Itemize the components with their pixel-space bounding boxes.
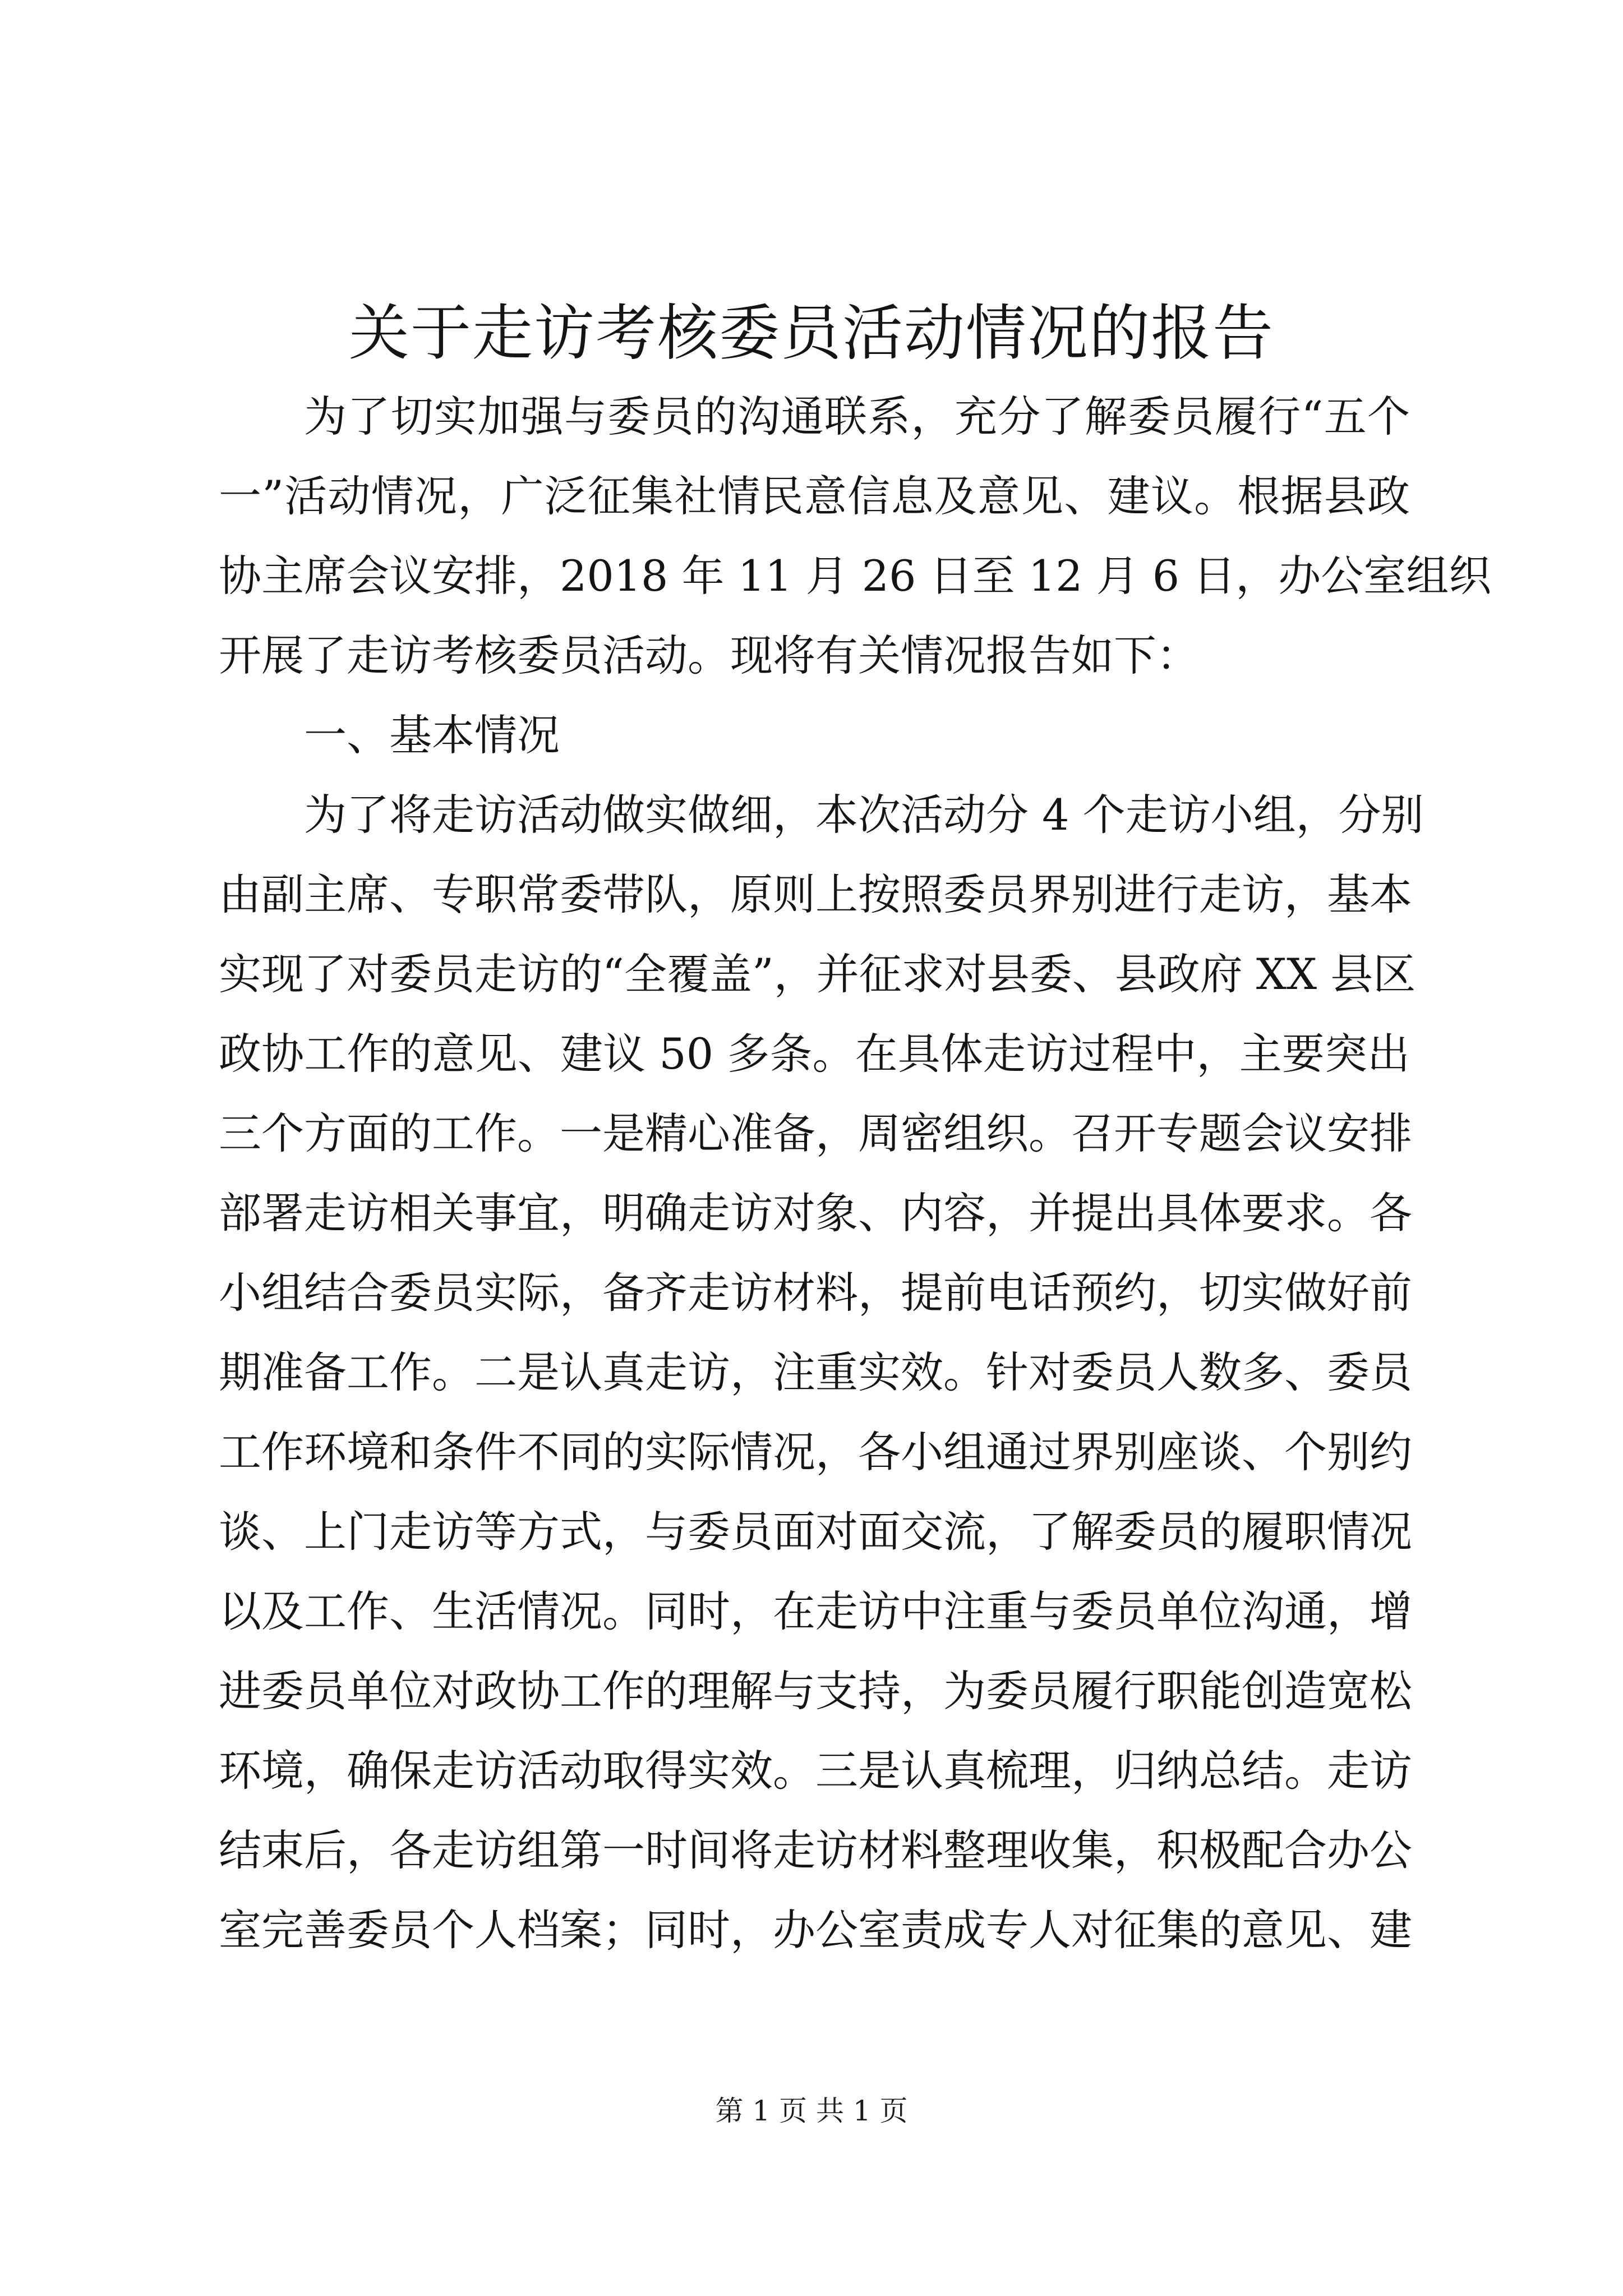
paragraph-line: 实现了对委员走访的“全覆盖”，并征求对县委、县政府 XX 县区	[219, 949, 1416, 999]
paragraph-line: 小组结合委员实际，备齐走访材料，提前电话预约，切实做好前	[219, 1268, 1412, 1318]
paragraph-line: 一”活动情况，广泛征集社情民意信息及意见、建议。根据县政	[219, 471, 1410, 521]
paragraph-line: 为了切实加强与委员的沟通联系，充分了解委员履行“五个	[304, 392, 1410, 441]
document-body	[219, 377, 1492, 1970]
paragraph-line: 协主席会议安排，2018 年 11 月 26 日至 12 月 6 日，办公室组织	[219, 551, 1492, 601]
page-footer: 第 1 页 共 1 页	[715, 2095, 908, 2127]
paragraph-line: 室完善委员个人档案；同时，办公室责成专人对征集的意见、建	[219, 1905, 1412, 1955]
document-title: 关于走访考核委员活动情况的报告	[348, 298, 1274, 369]
paragraph-line: 工作环境和条件不同的实际情况，各小组通过界别座谈、个别约	[219, 1427, 1412, 1477]
paragraph-line: 谈、上门走访等方式，与委员面对面交流，了解委员的履职情况	[219, 1507, 1412, 1557]
paragraph-line: 为了将走访活动做实做细，本次活动分 4 个走访小组，分别	[304, 790, 1424, 840]
paragraph-line: 政协工作的意见、建议 50 多条。在具体走访过程中，主要突出	[219, 1029, 1410, 1079]
paragraph-line: 环境，确保走访活动取得实效。三是认真梳理，归纳总结。走访	[219, 1746, 1412, 1796]
paragraph-line: 开展了走访考核委员活动。现将有关情况报告如下：	[219, 631, 1199, 680]
paragraph-line: 部署走访相关事宜，明确走访对象、内容，并提出具体要求。各	[219, 1188, 1412, 1238]
paragraph-line: 期准备工作。二是认真走访，注重实效。针对委员人数多、委员	[219, 1347, 1412, 1397]
paragraph-line: 以及工作、生活情况。同时，在走访中注重与委员单位沟通，增	[219, 1586, 1412, 1636]
paragraph-line: 结束后，各走访组第一时间将走访材料整理收集，积极配合办公	[219, 1825, 1412, 1875]
section-heading: 一、基本情况	[304, 710, 560, 760]
paragraph-line: 由副主席、专职常委带队，原则上按照委员界别进行走访，基本	[219, 869, 1412, 919]
paragraph-line: 进委员单位对政协工作的理解与支持，为委员履行职能创造宽松	[219, 1666, 1412, 1716]
paragraph-line: 三个方面的工作。一是精心准备，周密组织。召开专题会议安排	[219, 1108, 1412, 1158]
